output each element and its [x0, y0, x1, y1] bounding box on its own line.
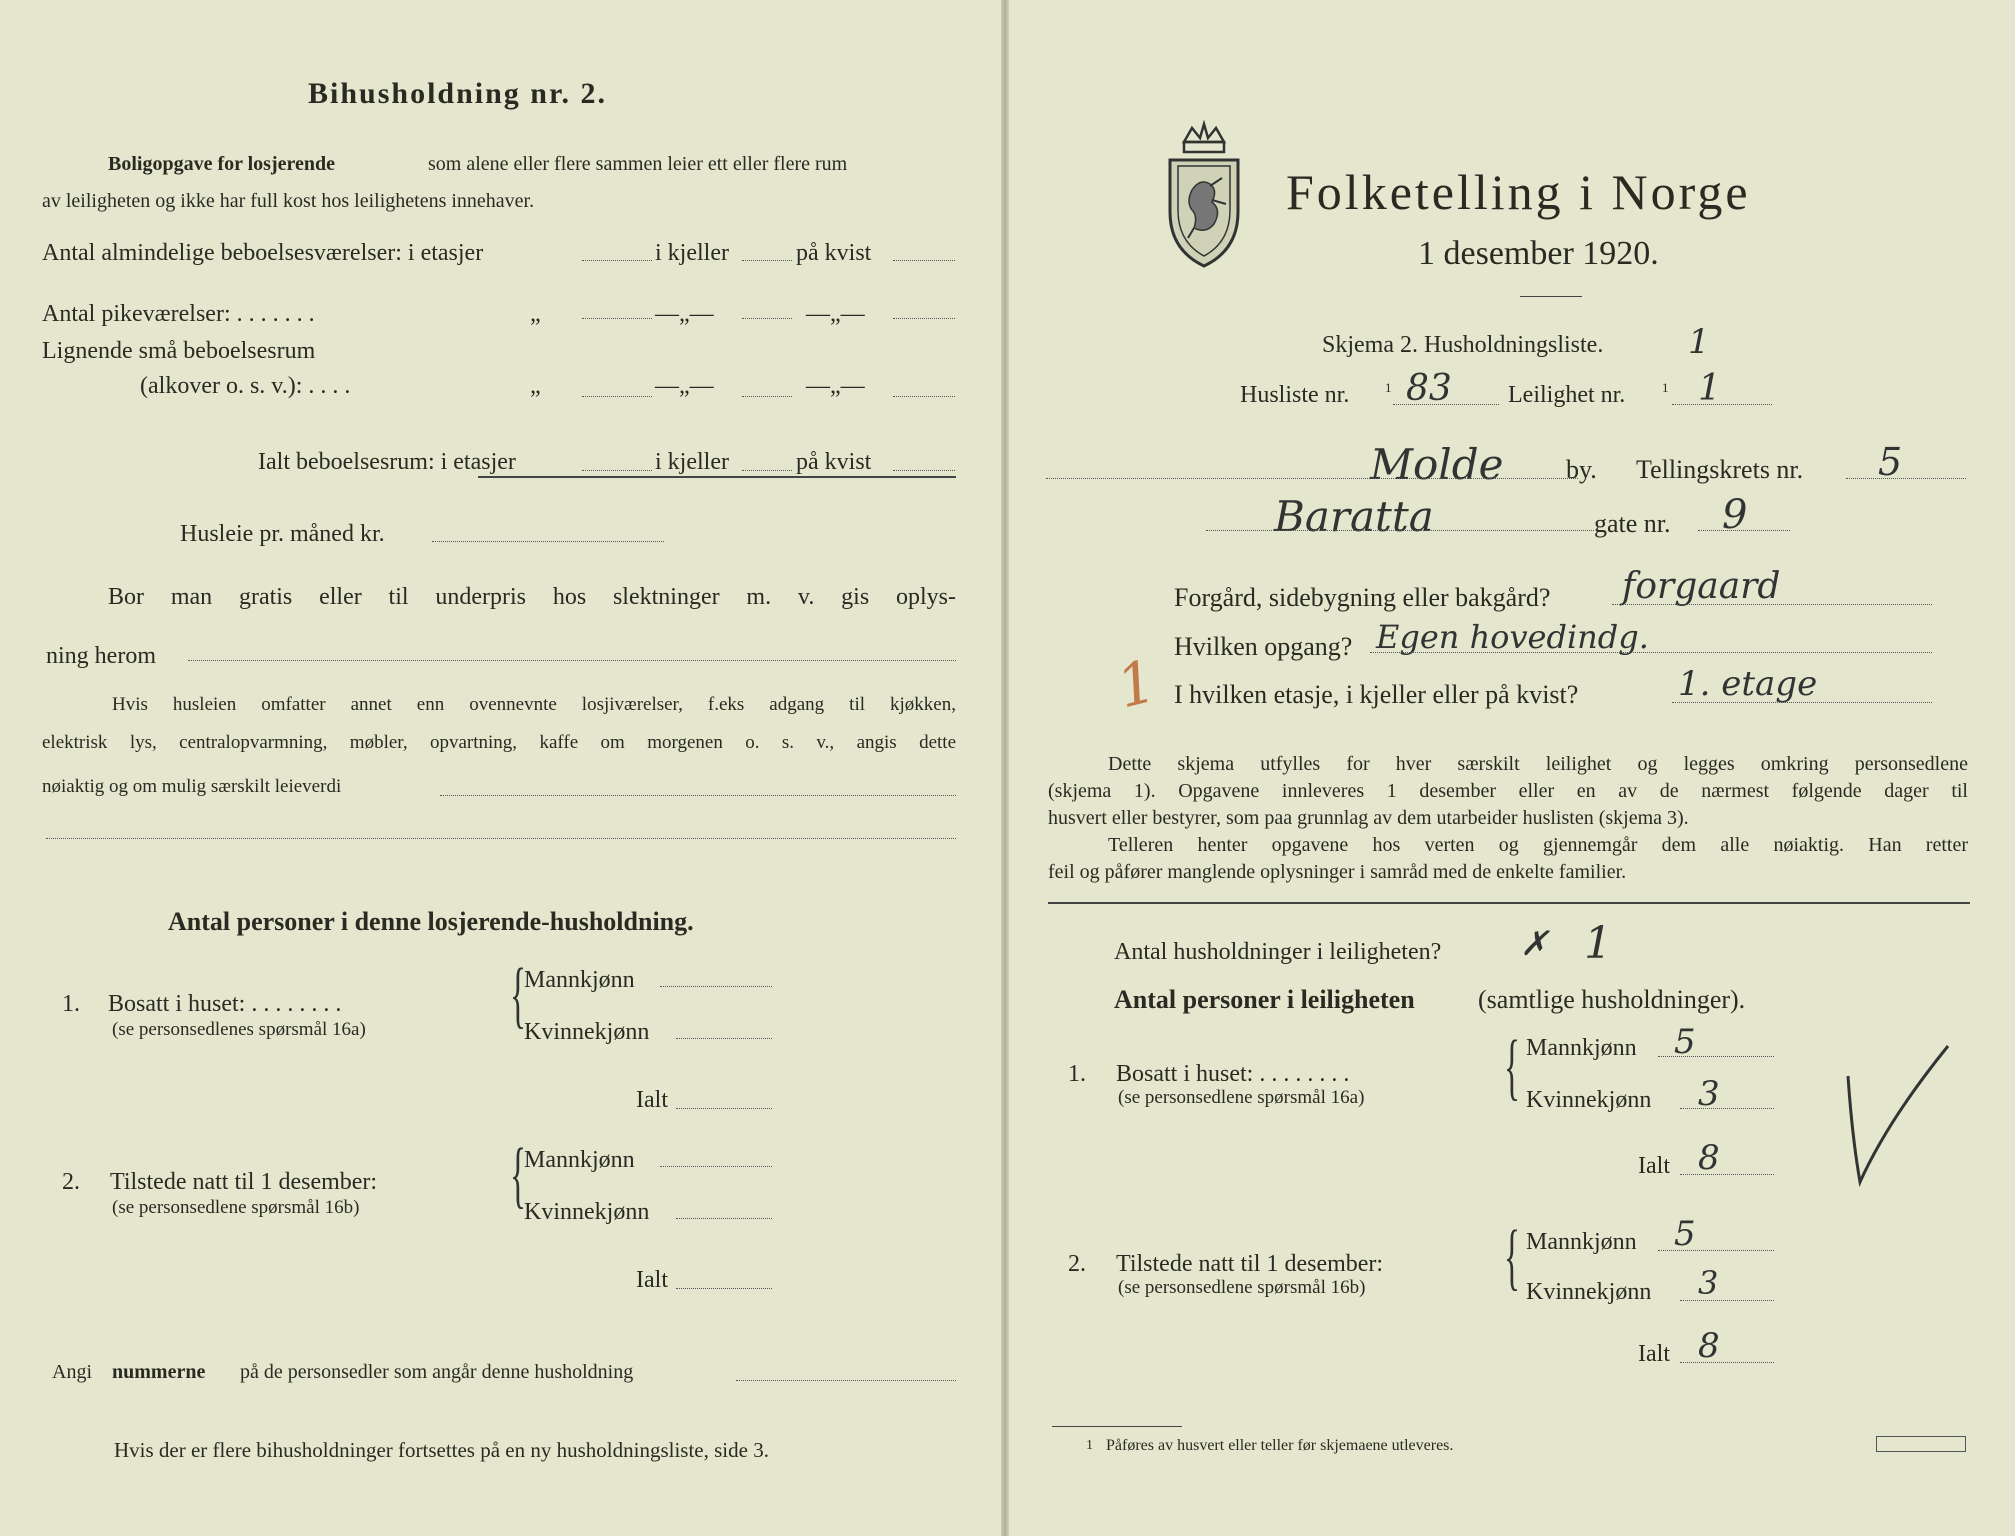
husliste-hw: 83 [1406, 368, 1452, 409]
alkover-line-1 [582, 396, 652, 397]
right-q2-brace: { [1504, 1216, 1520, 1298]
forgaard-line [1612, 604, 1932, 605]
opgang-label: Hvilken opgang? [1174, 632, 1353, 661]
ialt-kjeller-line [742, 470, 792, 471]
left-q2-sub: (se personsedlene spørsmål 16b) [112, 1197, 360, 1218]
right-page [1008, 0, 2015, 1536]
right-q1-label: Bosatt i huset: . . . . . . . . [1116, 1061, 1350, 1087]
alkover-ditto-2: —„— [655, 373, 714, 399]
pike-ditto-1: „ [530, 301, 541, 327]
right-q1-mann-hw: 5 [1674, 1022, 1696, 1062]
skjema-label: Skjema 2. Husholdningsliste. [1322, 332, 1604, 358]
right-q2-mann-hw: 5 [1674, 1214, 1696, 1254]
info-line3: husvert eller bestyrer, som paa grunnlag av dem utarbeider huslisten (skjema 3). [1048, 807, 1689, 829]
left-q2-ialt: Ialt [636, 1267, 668, 1293]
forgaard-label: Forgård, sidebygning eller bakgård? [1174, 583, 1551, 612]
left-q2-num: 2. [62, 1169, 80, 1195]
krets-line [1846, 478, 1966, 479]
right-q1-ialt-hw: 8 [1698, 1138, 1720, 1178]
right-q2-mann-line [1658, 1250, 1774, 1251]
right-q2-ialt-hw: 8 [1698, 1326, 1720, 1366]
right-q1-kvinne-line [1680, 1108, 1774, 1109]
hush-strike: ✗ [1520, 924, 1549, 964]
right-q1-kvinne-hw: 3 [1698, 1074, 1720, 1114]
angi-rest: på de personsedler som angår denne husholdning [240, 1361, 634, 1383]
left-title: Bihusholdning nr. 2. [308, 77, 608, 110]
right-q2-mann: Mannkjønn [1526, 1229, 1637, 1255]
left-q2-kvinne: Kvinnekjønn [524, 1199, 650, 1225]
pike-line-2 [742, 318, 792, 319]
info-rule [1048, 902, 1970, 904]
note-extra-line [46, 838, 956, 839]
leilighet-line [1672, 404, 1772, 405]
census-date: 1 desember 1920. [1418, 235, 1659, 272]
gate-line [1206, 530, 1594, 531]
husliste-label: Husliste nr. [1240, 382, 1350, 408]
leilighet-label: Leilighet nr. [1508, 382, 1626, 408]
left-q1-kvinne: Kvinnekjønn [524, 1019, 650, 1045]
right-q1-num: 1. [1068, 1061, 1086, 1087]
etasje-hw: 1. etage [1678, 664, 1818, 704]
rooms-label: Antal almindelige beboelsesværelser: i etasjer [42, 240, 484, 266]
right-q2-kvinne: Kvinnekjønn [1526, 1279, 1652, 1305]
right-q2-label: Tilstede natt til 1 desember: [1116, 1251, 1384, 1277]
intro-bold: Boligopgave for losjerende [108, 153, 336, 175]
left-footer: Hvis der er flere bihusholdninger fortsettes på en ny husholdningsliste, side 3. [114, 1438, 769, 1462]
right-persons-bold: Antal personer i leiligheten [1114, 985, 1415, 1014]
margin-hw: 1 [1110, 646, 1163, 722]
pike-ditto-2: —„— [655, 301, 714, 327]
right-q1-mann: Mannkjønn [1526, 1035, 1637, 1061]
left-page [0, 0, 1003, 1536]
by-hw: Molde [1370, 440, 1504, 489]
angi-pre: Angi [52, 1361, 92, 1383]
leilighet-sup: 1 [1662, 380, 1669, 395]
intro-rest: som alene eller flere sammen leier ett eller flere rum [428, 153, 848, 175]
by-label: by. [1566, 455, 1597, 484]
info-line1: Dette skjema utfylles for hver særskilt leilighet og legges omkring personsedlene [1108, 753, 1968, 775]
pike-line-1 [582, 318, 652, 319]
left-q1-num: 1. [62, 991, 80, 1017]
opgang-line [1370, 652, 1932, 653]
ialt-kvist: på kvist [796, 449, 872, 475]
krets-hw: 5 [1878, 440, 1903, 484]
husliste-sup: 1 [1385, 380, 1392, 395]
skjema-hw: 1 [1688, 322, 1710, 362]
footnote-text: Påføres av husvert eller teller før skjemaene utleveres. [1106, 1437, 1454, 1454]
husliste-line [1393, 404, 1499, 405]
right-q2-sub: (se personsedlene spørsmål 16b) [1118, 1277, 1366, 1298]
right-q1-sub: (se personsedlene spørsmål 16a) [1118, 1087, 1365, 1108]
title-rule [1520, 296, 1582, 297]
note-line [440, 795, 956, 796]
husleie-label: Husleie pr. måned kr. [180, 521, 385, 547]
etasje-line [1672, 702, 1932, 703]
left-q2-mann: Mannkjønn [524, 1147, 635, 1173]
right-q2-kvinne-line [1680, 1300, 1774, 1301]
census-title: Folketelling i Norge [1286, 164, 1751, 220]
printer-stamp [1876, 1436, 1966, 1452]
left-q1-ialt-line [676, 1108, 772, 1109]
ialt-kjeller: i kjeller [655, 449, 729, 475]
note-line1: Hvis husleien omfatter annet enn ovennevnte losjiværelser, f.eks adgang til kjøkken, [112, 694, 956, 715]
etasje-label: I hvilken etasje, i kjeller eller på kvist? [1174, 680, 1579, 709]
left-persons-heading: Antal personer i denne losjerende-husholdning. [168, 907, 694, 936]
gratis-line [188, 660, 956, 661]
alkover-label: (alkover o. s. v.): . . . . [140, 373, 351, 399]
checkmark-hw [1838, 1040, 1958, 1190]
gate-nr-hw: 9 [1722, 492, 1748, 538]
husleie-line [432, 541, 664, 542]
gratis-line2: ning herom [46, 643, 156, 669]
lignende-label: Lignende små beboelsesrum [42, 338, 316, 364]
gate-nr-line [1698, 530, 1790, 531]
rooms-etasjer-line [582, 260, 652, 261]
pike-ditto-3: —„— [806, 301, 865, 327]
right-q2-ialt-line [1680, 1362, 1774, 1363]
right-q2-kvinne-hw: 3 [1698, 1264, 1719, 1302]
opgang-hw: Egen hovedindg. [1376, 618, 1649, 656]
rooms-kjeller: i kjeller [655, 240, 729, 266]
leilighet-hw: 1 [1698, 368, 1721, 409]
left-q1-kvinne-line [676, 1038, 772, 1039]
gate-label: gate nr. [1594, 509, 1671, 538]
info-line4: Telleren henter opgavene hos verten og gjennemgår dem alle nøiaktig. Han retter [1108, 834, 1968, 856]
note-line2: elektrisk lys, centralopvarmning, møbler, opvartning, kaffe om morgenen o. s. v., angis dette [42, 732, 956, 753]
right-q1-kvinne: Kvinnekjønn [1526, 1087, 1652, 1113]
pike-line-3 [893, 318, 955, 319]
ialt-kvist-line [893, 470, 955, 471]
alkover-line-3 [893, 396, 955, 397]
alkover-ditto-1: „ [530, 373, 541, 399]
rooms-kvist: på kvist [796, 240, 872, 266]
right-q1-ialt-line [1680, 1174, 1774, 1175]
alkover-line-2 [742, 396, 792, 397]
ialt-etasjer-line [582, 470, 652, 471]
right-q2-num: 2. [1068, 1251, 1086, 1277]
angi-bold: nummerne [112, 1361, 206, 1383]
alkover-ditto-3: —„— [806, 373, 865, 399]
by-line [1046, 478, 1578, 479]
gate-hw: Baratta [1274, 492, 1434, 541]
left-q2-mann-line [660, 1166, 772, 1167]
forgaard-hw: forgaard [1622, 566, 1781, 607]
hush-hw: 1 [1584, 918, 1612, 969]
krets-label: Tellingskrets nr. [1636, 455, 1804, 484]
left-q1-sub: (se personsedlenes spørsmål 16a) [112, 1019, 366, 1040]
info-line2: (skjema 1). Opgavene innleveres 1 desember eller en av de nærmest følgende dager til [1048, 780, 1968, 802]
left-q2-label: Tilstede natt til 1 desember: [110, 1169, 378, 1195]
angi-line [736, 1380, 956, 1381]
left-q1-label: Bosatt i huset: . . . . . . . . [108, 991, 342, 1017]
intro-line2: av leiligheten og ikke har full kost hos leilighetens innehaver. [42, 190, 535, 212]
note-line3: nøiaktig og om mulig særskilt leieverdi [42, 776, 342, 797]
left-q2-kvinne-line [676, 1218, 772, 1219]
right-q1-brace: { [1504, 1026, 1520, 1108]
pike-label: Antal pikeværelser: . . . . . . . [42, 301, 315, 327]
left-q1-mann: Mannkjønn [524, 967, 635, 993]
right-q2-ialt: Ialt [1638, 1341, 1670, 1367]
info-line5: feil og påfører manglende oplysninger i samråd med de enkelte familier. [1048, 861, 1627, 883]
sum-rule [478, 476, 956, 478]
left-q1-brace: { [510, 954, 526, 1036]
left-q1-mann-line [660, 986, 772, 987]
ialt-rooms-label: Ialt beboelsesrum: i etasjer [258, 449, 516, 475]
hush-label: Antal husholdninger i leiligheten? [1114, 939, 1442, 965]
rooms-kvist-line [893, 260, 955, 261]
right-q1-ialt: Ialt [1638, 1153, 1670, 1179]
gratis-line1: Bor man gratis eller til underpris hos slektninger m. v. gis oplys- [108, 584, 956, 610]
left-q2-ialt-line [676, 1288, 772, 1289]
coat-of-arms-icon [1164, 120, 1244, 270]
right-q1-mann-line [1658, 1056, 1774, 1057]
footnote-num: 1 [1086, 1438, 1093, 1453]
left-q2-brace: { [510, 1134, 526, 1216]
right-persons-rest: (samtlige husholdninger). [1478, 985, 1746, 1014]
left-q1-ialt: Ialt [636, 1087, 668, 1113]
footnote-rule [1052, 1426, 1182, 1427]
rooms-kjeller-line [742, 260, 792, 261]
